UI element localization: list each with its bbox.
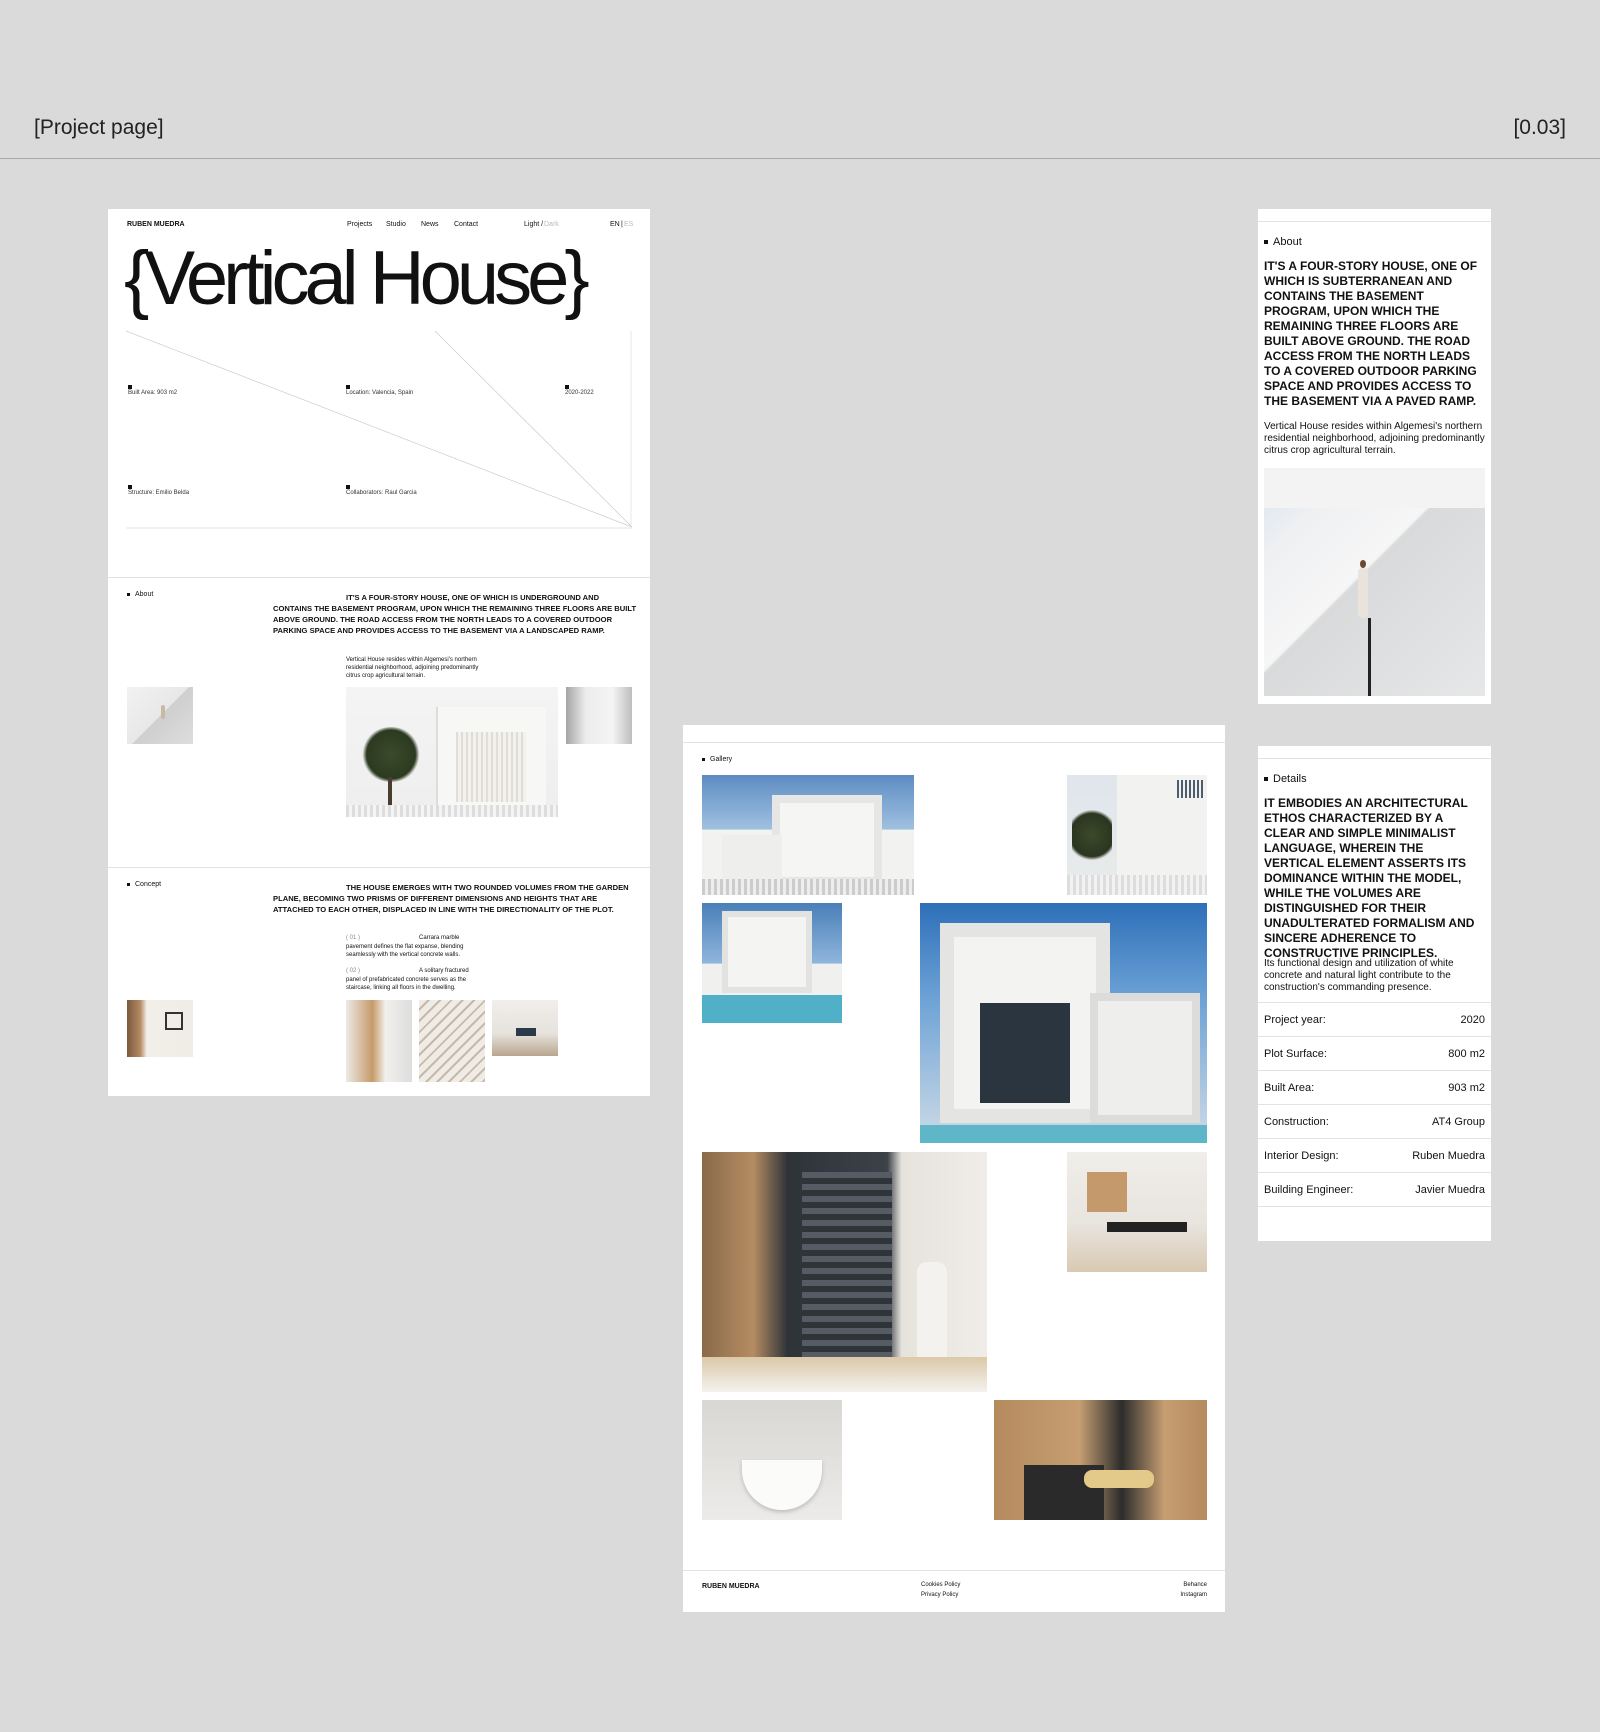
top-divider bbox=[1258, 758, 1491, 759]
mobile-about-photo bbox=[1264, 468, 1485, 696]
nav-contact[interactable]: Contact bbox=[454, 221, 479, 228]
meta-collaborators: Collaborators: Raul Garcia bbox=[346, 485, 417, 496]
gallery-label: Gallery bbox=[702, 756, 732, 763]
about-thumb-left bbox=[127, 687, 193, 744]
section-divider bbox=[108, 867, 650, 868]
lang-es[interactable]: ES bbox=[624, 221, 634, 228]
gallery-photo-exterior-main[interactable] bbox=[920, 903, 1207, 1143]
meta-built-area: Built Area: 903 m2 bbox=[128, 385, 177, 396]
concept-label: Concept bbox=[127, 881, 161, 888]
details-row-built-area bbox=[1264, 1082, 1485, 1094]
about-label: About bbox=[127, 591, 153, 598]
concept-item-1-text: pavement defines the flat expanse, blending seamlessly with the vertical concrete walls. bbox=[346, 944, 464, 958]
lang-separator: | bbox=[621, 221, 623, 228]
footer-cookies-link[interactable]: Cookies Policy bbox=[921, 1582, 961, 1588]
details-row-interior-design bbox=[1264, 1150, 1485, 1162]
header-divider bbox=[0, 158, 1600, 159]
top-divider bbox=[683, 742, 1225, 743]
details-row-divider bbox=[1258, 1206, 1491, 1207]
concept-photo-living bbox=[492, 1000, 558, 1056]
details-row-divider bbox=[1258, 1138, 1491, 1139]
gallery-photo-bathroom[interactable] bbox=[702, 1400, 842, 1520]
details-row-divider bbox=[1258, 1002, 1491, 1003]
mobile-details-label: Details bbox=[1264, 773, 1307, 785]
nav-news[interactable]: News bbox=[421, 221, 439, 228]
details-value: AT4 Group bbox=[1432, 1116, 1485, 1128]
details-row-divider bbox=[1258, 1172, 1491, 1173]
details-value: 800 m2 bbox=[1448, 1048, 1485, 1060]
details-value: 2020 bbox=[1460, 1014, 1485, 1026]
about-main-photo bbox=[346, 687, 558, 817]
concept-thumb-left bbox=[127, 1000, 193, 1057]
details-label: Interior Design: bbox=[1264, 1150, 1339, 1162]
concept-item-2-number: ( 02 ) bbox=[346, 968, 361, 974]
details-row-building-engineer bbox=[1264, 1184, 1485, 1196]
page-number: [0.03] bbox=[1513, 116, 1566, 139]
details-label: Plot Surface: bbox=[1264, 1048, 1327, 1060]
lang-en[interactable]: EN bbox=[610, 221, 620, 228]
details-row-construction bbox=[1264, 1116, 1485, 1128]
details-label: Construction: bbox=[1264, 1116, 1329, 1128]
about-body: Vertical House resides within Algemesi's northern residential neighborhood, adjoining predominantly citrus crop agricultural terrain. bbox=[346, 657, 479, 679]
page-label: [Project page] bbox=[34, 116, 164, 139]
gallery-photo-pool[interactable] bbox=[702, 903, 842, 1023]
gallery-photo-exterior-2[interactable] bbox=[1067, 775, 1207, 895]
mobile-about-body: Vertical House resides within Algemesi's northern residential neighborhood, adjoining predominantly citrus crop agricultural terrain. bbox=[1264, 421, 1485, 456]
footer-brand[interactable]: RUBEN MUEDRA bbox=[702, 1583, 760, 1590]
details-value: Javier Muedra bbox=[1415, 1184, 1485, 1196]
about-thumb-right bbox=[566, 687, 632, 744]
details-row-plot-surface bbox=[1264, 1048, 1485, 1060]
about-heading: IT'S A FOUR-STORY HOUSE, ONE OF WHICH IS UNDERGROUND AND CONTAINS THE BASEMENT PROGRAM, UPON WHICH THE REMAINING THREE FLOORS ARE BUILT ABOVE GROUND. THE ROAD ACCESS FROM THE NORTH LEADS TO A COVERED OUTDOOR PARKING SPACE AND PROVIDES ACCESS TO THE BASEMENT VIA A LANDSCAPED RAMP. bbox=[273, 593, 637, 635]
gallery-photo-interior-bedroom[interactable] bbox=[702, 1152, 987, 1392]
details-row-divider bbox=[1258, 1036, 1491, 1037]
theme-dark-toggle[interactable]: Dark bbox=[544, 221, 559, 228]
mobile-about-page bbox=[1258, 209, 1491, 704]
details-label: Building Engineer: bbox=[1264, 1184, 1354, 1196]
mobile-about-label: About bbox=[1264, 236, 1302, 248]
gallery-photo-kitchen-2[interactable] bbox=[994, 1400, 1207, 1520]
mobile-details-page bbox=[1258, 746, 1491, 1241]
details-value: 903 m2 bbox=[1448, 1082, 1485, 1094]
details-label: Project year: bbox=[1264, 1014, 1326, 1026]
top-divider bbox=[1258, 221, 1491, 222]
details-label: Built Area: bbox=[1264, 1082, 1315, 1094]
nav-projects[interactable]: Projects bbox=[347, 221, 373, 228]
gallery-photo-kitchen-1[interactable] bbox=[1067, 1152, 1207, 1272]
footer-behance-link[interactable]: Behance bbox=[1183, 1582, 1207, 1588]
section-divider bbox=[108, 577, 650, 578]
nav-studio[interactable]: Studio bbox=[386, 221, 406, 228]
meta-location: Location: Valencia, Spain bbox=[346, 385, 413, 396]
gallery-photo-exterior-1[interactable] bbox=[702, 775, 914, 895]
mobile-details-body: Its functional design and utilization of white concrete and natural light contribute to the construction's commanding presence. bbox=[1264, 958, 1454, 993]
brand-logo[interactable]: RUBEN MUEDRA bbox=[127, 221, 185, 228]
details-row-divider bbox=[1258, 1104, 1491, 1105]
details-row-project-year bbox=[1264, 1014, 1485, 1026]
mobile-details-heading: IT EMBODIES AN ARCHITECTURAL ETHOS CHARACTERIZED BY A CLEAR AND SIMPLE MINIMALIST LANGUAGE, WHEREIN THE VERTICAL ELEMENT ASSERTS ITS DOMINANCE WITHIN THE MODEL, WHILE THE VOLUMES ARE DISTINGUISHED FOR THEIR UNADULTERATED FORMALISM AND SINCERE ADHERENCE TO CONSTRUCTIVE PRINCIPLES. bbox=[1264, 796, 1475, 960]
theme-light-toggle[interactable]: Light / bbox=[524, 221, 544, 228]
concept-item-1-number: ( 01 ) bbox=[346, 935, 361, 941]
desktop-project-page bbox=[108, 209, 650, 1096]
meta-years: 2020-2022 bbox=[565, 385, 594, 396]
gallery-page bbox=[683, 725, 1225, 1612]
project-title: {Vertical House} bbox=[124, 236, 585, 321]
meta-structure: Structure: Emilio Belda bbox=[128, 485, 189, 496]
concept-photo-stairs-2 bbox=[419, 1000, 485, 1082]
details-value: Ruben Muedra bbox=[1412, 1150, 1485, 1162]
details-row-divider bbox=[1258, 1070, 1491, 1071]
concept-item-2-title: A solitary fractured bbox=[419, 968, 469, 974]
concept-heading: THE HOUSE EMERGES WITH TWO ROUNDED VOLUMES FROM THE GARDEN PLANE, BECOMING TWO PRISMS OF DIFFERENT DIMENSIONS AND HEIGHTS THAT ARE ATTACHED TO EACH OTHER, DISPLACED IN LINE WITH THE DIRECTIONALITY OF THE PLOT. bbox=[273, 883, 629, 914]
concept-item-1-title: Carrara marble bbox=[419, 935, 460, 941]
footer-instagram-link[interactable]: Instagram bbox=[1180, 1592, 1207, 1598]
concept-item-2-text: panel of prefabricated concrete serves as the staircase, linking all floors in the dwelling. bbox=[346, 977, 467, 991]
footer-divider bbox=[683, 1570, 1225, 1571]
mobile-about-heading: IT'S A FOUR-STORY HOUSE, ONE OF WHICH IS SUBTERRANEAN AND CONTAINS THE BASEMENT PROGRAM, UPON WHICH THE REMAINING THREE FLOORS ARE BUILT ABOVE GROUND. THE ROAD ACCESS FROM THE NORTH LEADS TO A COVERED OUTDOOR PARKING SPACE AND PROVIDES ACCESS TO THE BASEMENT VIA A PAVED RAMP. bbox=[1264, 259, 1478, 408]
footer-privacy-link[interactable]: Privacy Policy bbox=[921, 1592, 959, 1598]
concept-photo-stairs-1 bbox=[346, 1000, 412, 1082]
